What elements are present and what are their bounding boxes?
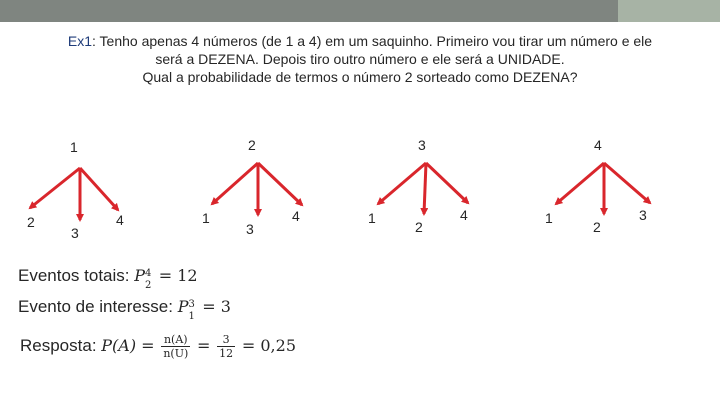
tens-number-1: 1 bbox=[70, 139, 78, 155]
unit-number: 4 bbox=[292, 208, 300, 224]
answer-label: Resposta: bbox=[20, 335, 97, 355]
permutation-indices bbox=[145, 266, 154, 291]
interest-event-value: = 3 bbox=[202, 297, 231, 316]
answer-line bbox=[20, 333, 296, 360]
subscript: 2 bbox=[145, 280, 152, 291]
statement-line-2: será a DEZENA. Depois tiro outro número e ele será a UNIDADE. bbox=[155, 51, 565, 67]
subscript: 1 bbox=[188, 311, 195, 322]
fraction-numerator: 3 bbox=[217, 333, 235, 347]
fraction-3-over-12 bbox=[217, 333, 235, 360]
permutation-symbol: P bbox=[134, 266, 146, 285]
fraction-numerator: n(A) bbox=[161, 333, 190, 347]
unit-number: 3 bbox=[246, 221, 254, 237]
superscript: 3 bbox=[188, 299, 195, 310]
total-events-line bbox=[18, 266, 198, 291]
unit-number: 4 bbox=[116, 212, 124, 228]
permutation-indices bbox=[188, 297, 197, 322]
tree-branch-arrow-3-2 bbox=[424, 163, 426, 214]
total-events-label: Eventos totais: bbox=[18, 266, 130, 285]
unit-number: 2 bbox=[415, 219, 423, 235]
tree-branch-arrow-3-3 bbox=[426, 163, 468, 203]
unit-number: 1 bbox=[368, 210, 376, 226]
tens-number-3: 3 bbox=[418, 137, 426, 153]
tree-branch-arrow-1-3 bbox=[80, 168, 118, 210]
tree-branch-arrow-1-1 bbox=[30, 168, 80, 208]
interest-event-line bbox=[18, 297, 231, 322]
unit-number: 3 bbox=[71, 225, 79, 241]
unit-number: 2 bbox=[27, 214, 35, 230]
tree-branch-arrow-4-3 bbox=[604, 163, 650, 203]
fraction-denominator: n(U) bbox=[163, 347, 189, 360]
fraction-nA-over-nU bbox=[161, 333, 190, 360]
tree-branch-arrow-2-1 bbox=[212, 163, 258, 204]
answer-lhs: P(A) = bbox=[101, 335, 155, 355]
unit-number: 1 bbox=[545, 210, 553, 226]
answer-result: = 0,25 bbox=[241, 335, 296, 355]
unit-number: 4 bbox=[460, 207, 468, 223]
tree-branch-arrow-4-1 bbox=[556, 163, 604, 204]
tree-branch-arrow-3-1 bbox=[378, 163, 426, 204]
tens-number-4: 4 bbox=[594, 137, 602, 153]
interest-event-label: Evento de interesse: bbox=[18, 297, 173, 316]
equals-sign: = bbox=[197, 335, 211, 355]
unit-number: 2 bbox=[593, 219, 601, 235]
superscript: 4 bbox=[145, 268, 152, 279]
total-events-value: = 12 bbox=[158, 266, 198, 285]
tree-branch-arrow-2-3 bbox=[258, 163, 302, 205]
unit-number: 1 bbox=[202, 210, 210, 226]
permutation-symbol: P bbox=[177, 297, 189, 316]
statement-line-3: Qual a probabilidade de termos o número 2 sorteado como DEZENA? bbox=[142, 69, 578, 85]
unit-number: 3 bbox=[639, 207, 647, 223]
statement-text-1: : Tenho apenas 4 números (de 1 a 4) em um saquinho. Primeiro vou tirar um número e ele bbox=[92, 33, 653, 49]
fraction-denominator: 12 bbox=[219, 347, 234, 360]
tens-number-2: 2 bbox=[248, 137, 256, 153]
exercise-label: Ex1 bbox=[67, 33, 93, 49]
